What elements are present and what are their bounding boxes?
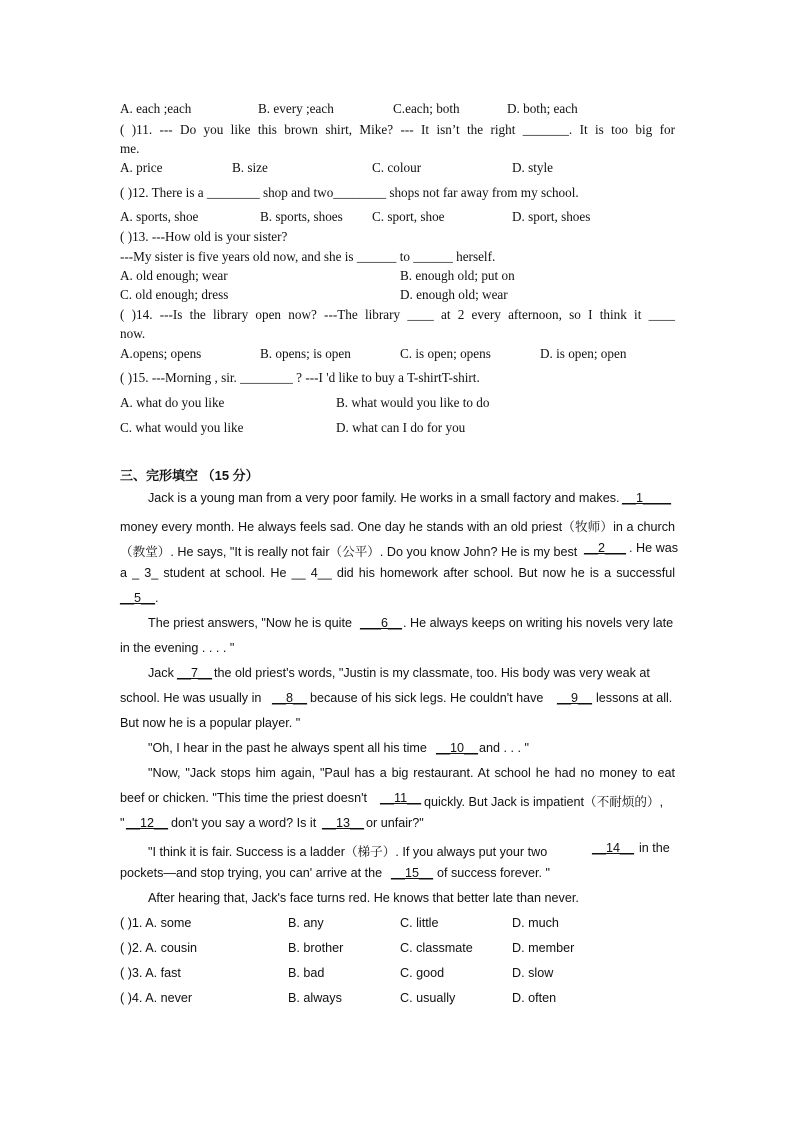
passage-line: "Oh, I hear in the past he always spent all his time [148,741,427,755]
blank-8: __8__ [272,691,308,705]
passage-line: a _ 3_ student at school. He __ 4__ did his homework after school. But now he is a successful [120,566,675,580]
q14-option-b: B. opens; is open [260,346,351,361]
blank-10: __10__ [436,741,479,755]
passage-line: . He was [629,541,678,555]
cloze-q2-option-a: ( )2. A. cousin [120,941,197,955]
passage-line: . He always keeps on writing his novels very late [403,616,674,630]
q11-option-b: B. size [232,160,268,175]
blank-1: __1____ [622,491,672,505]
passage-line: . [155,591,159,605]
blank-9: __9__ [557,691,593,705]
q12-stem: ( )12. There is a ________ shop and two________ shops not far away from my school. [120,185,579,200]
passage-line: pockets—and stop trying, you can' arrive at the [120,866,383,880]
passage-line: school. He was usually in [120,691,262,705]
passage-line: lessons at all. [596,691,673,705]
passage-line: in the evening . . . . " [120,641,235,655]
section-heading-cloze: 三、完形填空 （15 分） [120,468,259,483]
q14-stem: ( )14. ---Is the library open now? ---The library ____ at 2 every afternoon, so I think it ____ [120,307,675,322]
blank-13: __13__ [322,816,365,830]
q15-stem: ( )15. ---Morning , sir. ________ ? ---I 'd like to buy a T-shirtT-shirt. [120,370,480,385]
passage-line: of success forever. " [437,866,550,880]
q15-option-b: B. what would you like to do [336,395,490,410]
passage-line: in the [639,841,670,855]
passage-line: The priest answers, "Now he is quite [148,616,352,630]
cloze-q1-option-a: ( )1. A. some [120,916,192,930]
q13-stem-cont: ---My sister is five years old now, and she is ______ to ______ herself. [120,249,496,264]
blank-12: __12__ [126,816,169,830]
passage-line: the old priest's words, "Justin is my classmate, too. His body was very weak at [214,666,650,680]
cloze-q1-option-d: D. much [512,916,559,930]
blank-14: __14__ [592,841,635,855]
passage-line: money every month. He always feels sad. One day he stands with an old priest（牧师）in a church [120,520,675,534]
q14-option-a: A.opens; opens [120,346,202,361]
passage-line: beef or chicken. "This time the priest doesn't [120,791,367,805]
passage-line: because of his sick legs. He couldn't have [310,691,544,705]
cloze-q4-option-a: ( )4. A. never [120,991,193,1005]
q11-stem: ( )11. --- Do you like this brown shirt, Mike? --- It isn’t the right _______. It is too big for [120,122,675,137]
passage-line: or unfair?" [366,816,424,830]
cloze-q3-option-d: D. slow [512,966,554,980]
passage-line: quickly. But Jack is impatient（不耐烦的）, [424,795,664,809]
blank-5: __5__ [120,591,156,605]
passage-line: "Now, "Jack stops him again, "Paul has a big restaurant. At school he had no money to eat [148,766,675,780]
cloze-q2-option-d: D. member [512,941,575,955]
q11-stem-cont: me. [120,141,140,156]
q13-option-b: B. enough old; put on [400,268,515,283]
passage-line: and . . . " [479,741,529,755]
cloze-q4-option-d: D. often [512,991,557,1005]
q12-option-d: D. sport, shoes [512,209,591,224]
q14-option-c: C. is open; opens [400,346,491,361]
q15-option-c: C. what would you like [120,420,244,435]
q11-option-a: A. price [120,160,163,175]
q15-option-d: D. what can I do for you [336,420,466,435]
q14-stem-cont: now. [120,326,146,341]
passage-line: But now he is a popular player. " [120,716,301,730]
blank-7: __7__ [177,666,213,680]
q15-option-a: A. what do you like [120,395,225,410]
blank-15: __15__ [391,866,434,880]
blank-11: __11__ [380,791,422,805]
cloze-q1-option-c: C. little [400,916,439,930]
cloze-q4-option-b: B. always [288,991,342,1005]
cloze-q2-option-c: C. classmate [400,941,473,955]
passage-line: " [120,816,125,830]
q11-option-d: D. style [512,160,554,175]
q10-option-a: A. each ;each [120,101,192,116]
blank-6: ___6__ [360,616,403,630]
q10-option-b: B. every ;each [258,101,334,116]
q10-option-d: D. both; each [507,101,578,116]
q12-option-a: A. sports, shoe [120,209,199,224]
cloze-q2-option-b: B. brother [288,941,344,955]
q10-option-c: C.each; both [393,101,460,116]
q13-option-d: D. enough old; wear [400,287,508,302]
cloze-q3-option-c: C. good [400,966,445,980]
q13-option-a: A. old enough; wear [120,268,228,283]
q14-option-d: D. is open; open [540,346,627,361]
q12-option-b: B. sports, shoes [260,209,343,224]
q13-stem: ( )13. ---How old is your sister? [120,229,288,244]
passage-line: Jack is a young man from a very poor family. He works in a small factory and makes. [148,491,620,505]
passage-line: Jack [148,666,174,680]
passage-line: don't you say a word? Is it [171,816,317,830]
q12-option-c: C. sport, shoe [372,209,445,224]
passage-line: After hearing that, Jack's face turns red. He knows that better late than never. [148,891,579,905]
q13-option-c: C. old enough; dress [120,287,229,302]
cloze-q3-option-a: ( )3. A. fast [120,966,181,980]
cloze-q3-option-b: B. bad [288,966,325,980]
cloze-q4-option-c: C. usually [400,991,456,1005]
cloze-q1-option-b: B. any [288,916,324,930]
passage-line: （教堂）. He says, "It is really not fair（公平）. Do you know John? He is my best [120,545,578,559]
q11-option-c: C. colour [372,160,422,175]
blank-2: __2___ [584,541,627,555]
passage-line: "I think it is fair. Success is a ladder（梯子）. If you always put your two [148,845,548,859]
